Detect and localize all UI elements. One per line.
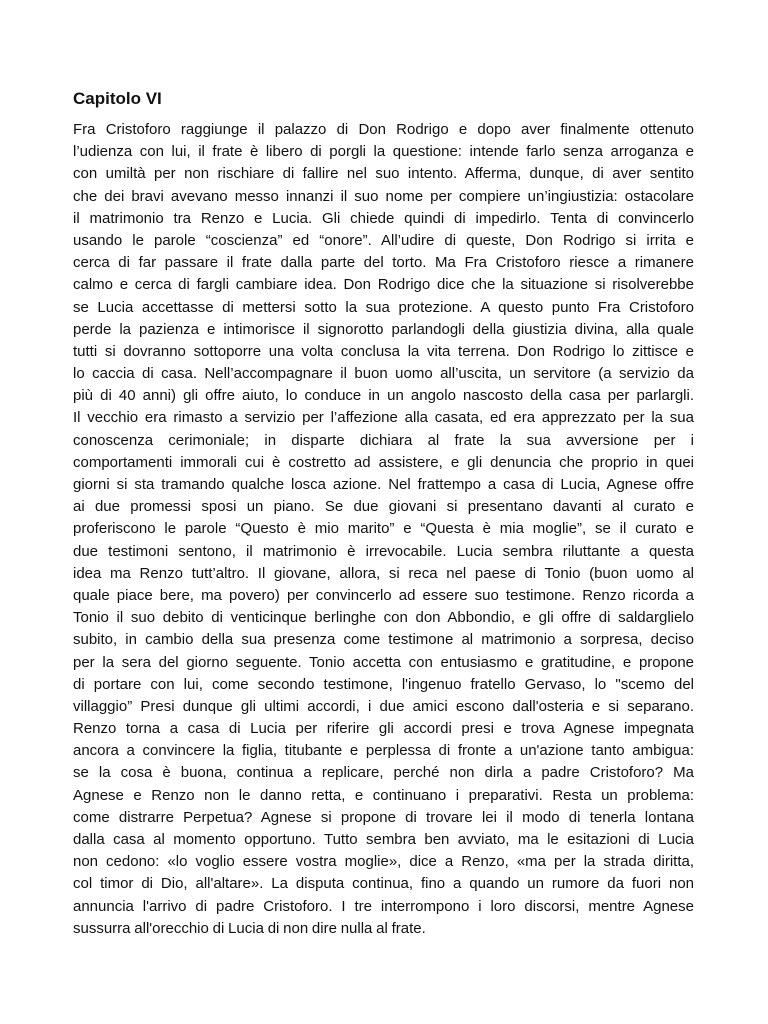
body-text-line: che dei bravi avevano messo innanzi il suo nome per compiere un’ingiustizia: ostacolare bbox=[73, 187, 694, 205]
body-text-line: Tonio il suo debito di venticinque berlinghe con don Abbondio, e gli offre di saldarglielo bbox=[73, 609, 694, 627]
body-text-line: se Lucia accettasse di mettersi sotto la sua protezione. A questo punto Fra Cristoforo bbox=[73, 298, 694, 316]
body-text-line: giorni si sta tramando qualche losca azione. Nel frattempo a casa di Lucia, Agnese offre bbox=[73, 476, 694, 493]
body-text-line: usando le parole “coscienza” ed “onore”. All’udire di queste, Don Rodrigo si irrita e bbox=[73, 231, 694, 249]
body-text-line: quale piace bere, ma povero) per convincerlo ad essere suo testimone. Renzo ricorda a bbox=[73, 586, 694, 604]
body-text-line: col timor di Dio, all'altare». La disputa continua, fino a quando un rumore da fuori non bbox=[73, 875, 694, 893]
body-text-line: l’udienza con lui, il frate è libero di porgli la questione: intende farlo senza arroganza e bbox=[73, 143, 694, 161]
body-text-line: due testimoni sentono, il matrimonio è irrevocabile. Lucia sembra riluttante a questa bbox=[73, 542, 694, 560]
body-text-line: ai due promessi sposi un piano. Se due giovani si presentano davanti al curato e bbox=[73, 498, 694, 516]
body-text-line: con umiltà per non rischiare di fallire nel suo intento. Afferma, dunque, di aver sentito bbox=[73, 165, 694, 183]
body-text-line: per la sera del giorno seguente. Tonio accetta con entusiasmo e gratitudine, e propone bbox=[73, 653, 694, 671]
body-text-line: tutti si dovranno sottoporre una volta conclusa la vita terrena. Don Rodrigo lo zittisce e bbox=[73, 342, 694, 360]
body-text-line: ancora a convincere la figlia, titubante e perplessa di fronte a un'azione tanto ambigua: bbox=[73, 742, 694, 760]
body-text-line: come distrarre Perpetua? Agnese si propone di trovare lei il modo di tenerla lontana bbox=[73, 808, 694, 826]
body-text-line: Agnese e Renzo non le danno retta, e continuano i preparativi. Resta un problema: bbox=[73, 786, 694, 804]
body-text-line: lo caccia di casa. Nell’accompagnare il buon uomo all’uscita, un servitore (a servizio da bbox=[73, 365, 694, 383]
body-text-line: calmo e cerca di fargli cambiare idea. Don Rodrigo dice che la situazione si risolverebbe bbox=[73, 276, 694, 294]
body-text-line: subito, in cambio della sua presenza come testimone al matrimonio a sorpresa, deciso bbox=[73, 631, 694, 649]
chapter-title: Capitolo VI bbox=[73, 89, 162, 108]
body-text-line: il matrimonio tra Renzo e Lucia. Gli chiede quindi di impedirlo. Tenta di convincerlo bbox=[73, 209, 694, 227]
body-text-line: sussurra all'orecchio di Lucia di non dire nulla al frate. bbox=[73, 919, 426, 937]
body-text-line: idea ma Renzo tutt’altro. Il giovane, allora, si reca nel paese di Tonio (buon uomo al bbox=[73, 564, 694, 582]
body-text-line: Il vecchio era rimasto a servizio per l’affezione alla casata, ed era apprezzato per la sua bbox=[73, 409, 694, 427]
body-text-line: di portare con lui, come secondo testimone, l'ingenuo fratello Gervaso, lo "scemo del bbox=[73, 675, 694, 693]
body-text-line: comportamenti immorali cui è costretto ad assistere, e gli denuncia che proprio in quei bbox=[73, 453, 694, 471]
body-text-line: più di 40 anni) gli offre aiuto, lo conduce in un angolo nascosto della casa per parlargli. bbox=[73, 387, 694, 405]
body-text-line: cerca di far passare il frate dalla parte del torto. Ma Fra Cristoforo riesce a rimanere bbox=[73, 254, 694, 272]
body-text-line: villaggio” Presi dunque gli ultimi accordi, i due amici escono dall'osteria e si separano. bbox=[73, 697, 694, 715]
body-text-line: non cedono: «lo voglio essere vostra moglie», dice a Renzo, «ma per la strada diritta, bbox=[73, 853, 694, 871]
body-text-line: dalla casa al momento opportuno. Tutto sembra ben avviato, ma le esitazioni di Lucia bbox=[73, 831, 694, 848]
body-text-line: Renzo torna a casa di Lucia per riferire gli accordi presi e trova Agnese impegnata bbox=[73, 720, 694, 738]
body-text-line: se la cosa è buona, continua a replicare, perché non dirla a padre Cristoforo? Ma bbox=[73, 764, 694, 782]
body-text-line: proferiscono le parole “Questo è mio marito” e “Questa è mia moglie”, se il curato e bbox=[73, 520, 694, 538]
body-text-line: Fra Cristoforo raggiunge il palazzo di Don Rodrigo e dopo aver finalmente ottenuto bbox=[73, 121, 694, 138]
body-text-line: perde la pazienza e intimorisce il signorotto parlandogli della giustizia divina, alla quale bbox=[73, 320, 694, 338]
body-text-line: annuncia l'arrivo di padre Cristoforo. I tre interrompono i loro discorsi, mentre Agnese bbox=[73, 897, 694, 915]
chapter-body bbox=[73, 119, 694, 940]
body-text-line: conoscenza cerimoniale; in disparte dichiara al frate la sua avversione per i bbox=[73, 431, 694, 449]
